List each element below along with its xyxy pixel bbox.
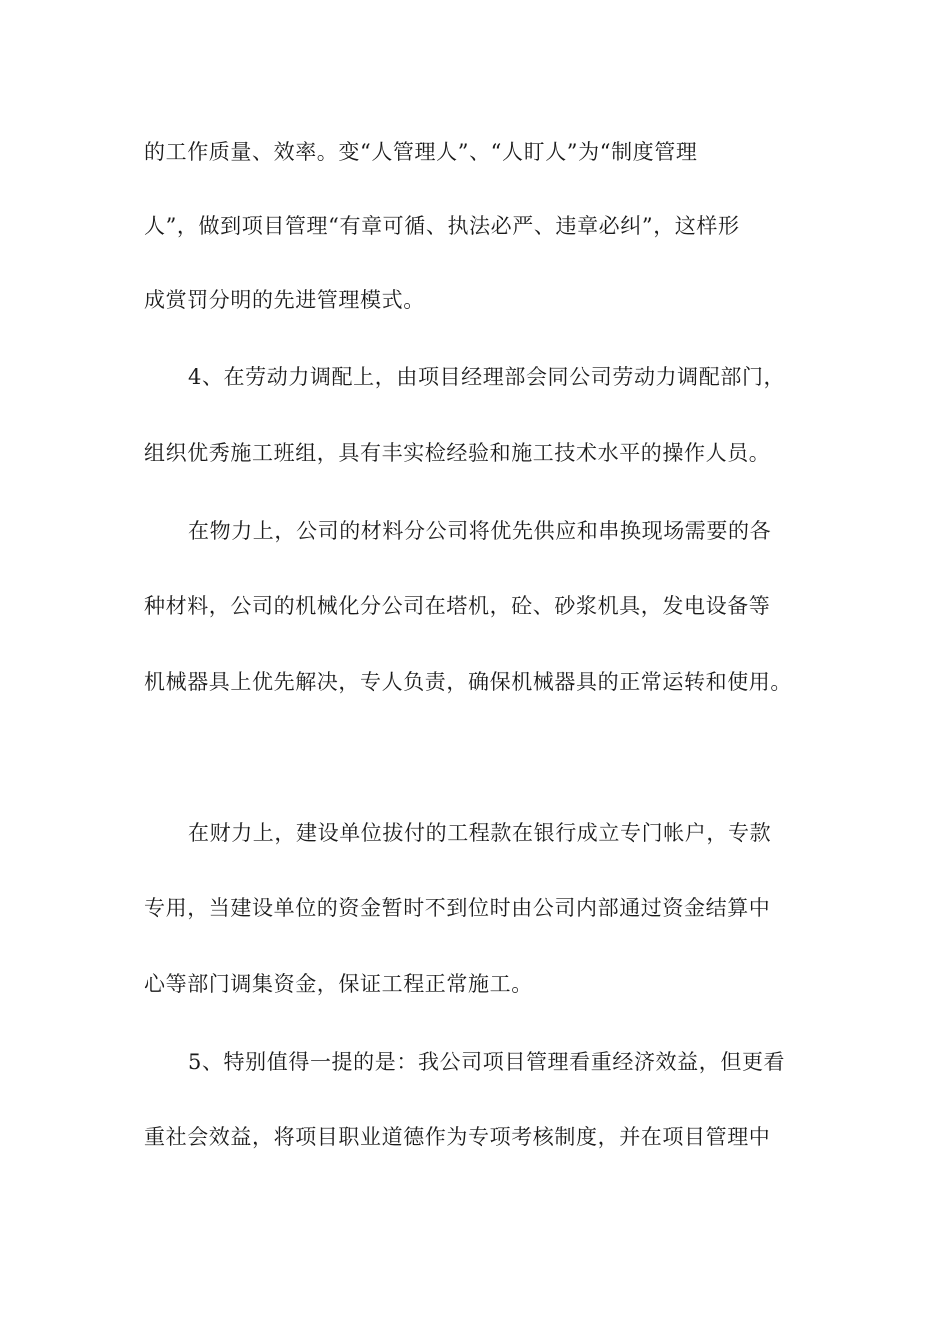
text-line: 4、在劳动力调配上，由项目经理部会同公司劳动力调配部门， <box>188 365 786 389</box>
text-line: 5、特别值得一提的是：我公司项目管理看重经济效益，但更看 <box>188 1050 786 1074</box>
text-line: 心等部门调集资金，保证工程正常施工。 <box>144 972 533 996</box>
text-line: 机械器具上优先解决，专人负责，确保机械器具的正常运转和使用。 <box>144 670 792 694</box>
text-line: 专用，当建设单位的资金暂时不到位时由公司内部通过资金结算中 <box>144 896 771 920</box>
text-line: 重社会效益，将项目职业道德作为专项考核制度，并在项目管理中 <box>144 1125 771 1149</box>
text-line: 种材料，公司的机械化分公司在塔机，砼、砂浆机具，发电设备等 <box>144 594 771 618</box>
text-line: 在物力上，公司的材料分公司将优先供应和串换现场需要的各 <box>188 519 772 543</box>
text-line: 人”，做到项目管理“有章可循、执法必严、违章必纠”，这样形 <box>144 214 740 238</box>
text-line: 在财力上，建设单位拔付的工程款在银行成立专门帐户，专款 <box>188 821 772 845</box>
text-line: 组织优秀施工班组，具有丰实检经验和施工技术水平的操作人员。 <box>144 441 771 465</box>
text-line: 的工作质量、效率。变“人管理人”、“人盯人”为“制度管理 <box>144 140 698 164</box>
text-line: 成赏罚分明的先进管理模式。 <box>144 288 425 312</box>
